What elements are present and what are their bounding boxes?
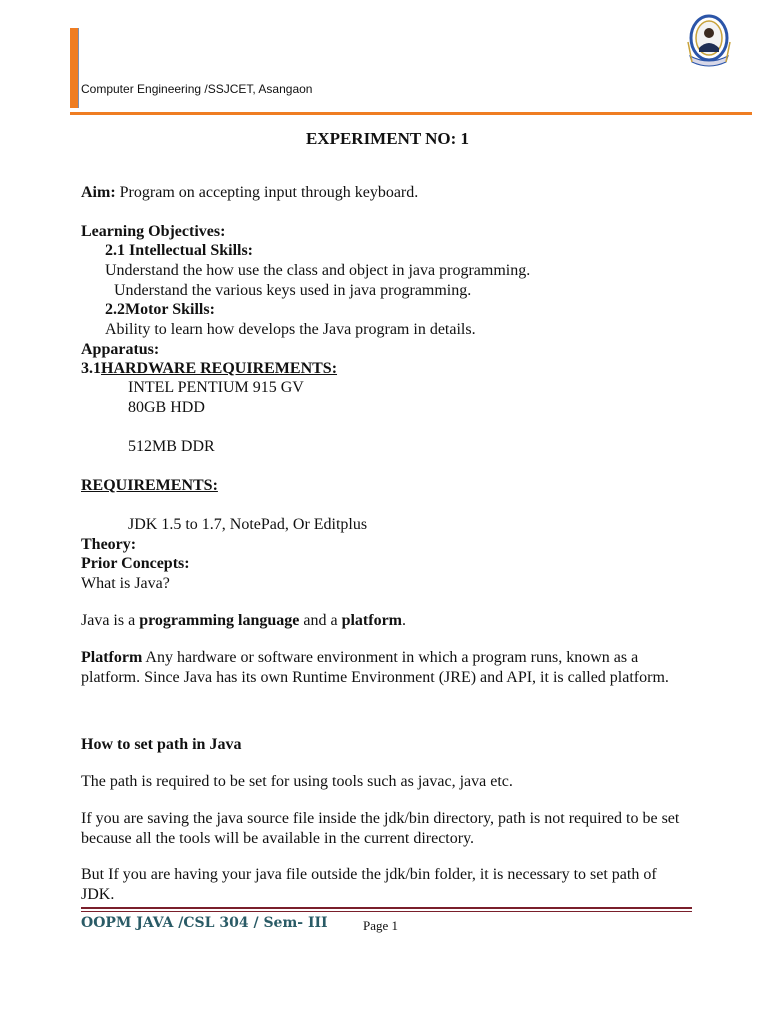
java-definition (81, 611, 406, 631)
apparatus-heading: Apparatus: (81, 341, 160, 358)
hardware-item: INTEL PENTIUM 915 GV (128, 379, 304, 396)
intellectual-line-2: Understand the various keys used in java programming. (114, 282, 472, 299)
hardware-item: 80GB HDD (128, 399, 205, 416)
header-institute: Computer Engineering /SSJCET, Asangaon (81, 82, 313, 96)
platform-paragraph (81, 648, 691, 687)
intellectual-line-1: Understand the how use the class and object in java programming. (105, 262, 531, 279)
requirements-heading: REQUIREMENTS: (81, 477, 218, 494)
page-title: EXPERIMENT NO: 1 (305, 129, 470, 148)
theory-heading: Theory: (81, 536, 137, 553)
java-definition-text: . (402, 612, 406, 629)
what-is-java-question: What is Java? (81, 575, 170, 592)
college-logo-icon (684, 12, 734, 68)
hardware-section-number: 3.1 (81, 360, 101, 377)
software-requirement-item: JDK 1.5 to 1.7, NotePad, Or Editplus (128, 516, 368, 533)
prior-concepts-heading: Prior Concepts: (81, 555, 190, 572)
motor-skills-heading: 2.2Motor Skills: (105, 301, 215, 318)
path-paragraph-2: If you are saving the java source file inside the jdk/bin directory, path is not required to be set because all the tools will be available in the current directory. (81, 810, 680, 847)
hardware-item: 512MB DDR (128, 438, 215, 455)
path-paragraph-1: The path is required to be set for using tools such as javac, java etc. (81, 773, 513, 790)
learning-objectives-heading: Learning Objectives: (81, 223, 226, 240)
footer-page-number: Page 1 (363, 918, 399, 933)
java-definition-term-2: platform (341, 612, 402, 629)
path-heading: How to set path in Java (81, 736, 242, 753)
intellectual-skills-heading: 2.1 Intellectual Skills: (105, 242, 254, 259)
header-accent-bar (70, 28, 79, 108)
java-definition-term-1: programming language (139, 612, 300, 629)
platform-term: Platform (81, 649, 143, 666)
aim-label: Aim: (81, 184, 116, 201)
footer-rule (81, 911, 692, 912)
footer-rule (81, 907, 692, 909)
platform-description: Any hardware or software environment in which a program runs, known as a platform. Since Java has its own Runtime Environment (JRE) and API, it is called platform. (81, 649, 669, 686)
motor-line-1: Ability to learn how develops the Java program in details. (105, 321, 476, 338)
header-rule (70, 112, 752, 115)
path-paragraph-3: But If you are having your java file outside the jdk/bin folder, it is necessary to set path of JDK. (81, 866, 657, 903)
footer-course: OOPM JAVA /CSL 304 / Sem- III (81, 915, 328, 931)
aim-text: Program on accepting input through keyboard. (119, 184, 419, 201)
hardware-section-title: HARDWARE REQUIREMENTS: (101, 360, 338, 377)
aim-line (81, 183, 418, 203)
java-definition-text: Java is a (81, 612, 140, 629)
hardware-requirements-heading (81, 359, 337, 379)
java-definition-text: and a (299, 612, 342, 629)
